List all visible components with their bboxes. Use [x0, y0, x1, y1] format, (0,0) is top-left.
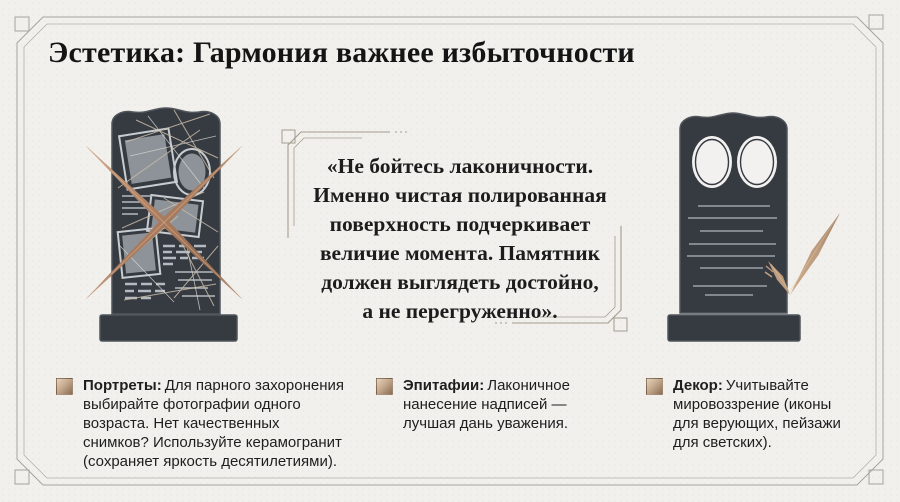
quote-line: поверхность подчеркивает	[329, 212, 591, 236]
stone-base	[100, 315, 237, 341]
quote-line: «Не бойтесь лаконичности.	[326, 154, 594, 178]
stone-base	[668, 315, 800, 341]
clean-monument-illustration	[655, 96, 845, 348]
corner-square-top-left	[15, 17, 29, 31]
corner-square-bottom-right	[869, 470, 883, 484]
quote-line: Именно чистая полированная	[313, 183, 607, 207]
tip-body: Для парного захоронения выбирайте фотографии одного возраста. Нет качественных снимков? Используйте керамогранит (сохраняет яркость десятилетиями).	[83, 377, 344, 470]
tip-label: Портреты:	[83, 377, 162, 394]
tip-body: Учитывайте мировоззрение (иконы для верующих, пейзажи для светских).	[673, 377, 841, 451]
overloaded-monument-illustration	[78, 96, 253, 348]
quote-line: должен выглядеть достойно,	[321, 270, 599, 294]
page-title: Эстетика: Гармония важнее избыточности	[48, 36, 635, 69]
stone-slab	[680, 113, 787, 313]
corner-square-bottom-left	[15, 470, 29, 484]
tip-label: Эпитафии:	[403, 377, 485, 394]
quote-block	[292, 152, 628, 326]
tip-body: Лаконичное нанесение надписей — лучшая дань уважения.	[403, 377, 570, 432]
quote-line: величие момента. Памятник	[319, 241, 601, 265]
corner-square-top-right	[869, 15, 883, 29]
quote-line: а не перегруженно».	[362, 299, 558, 323]
tip-label: Декор:	[673, 377, 723, 394]
